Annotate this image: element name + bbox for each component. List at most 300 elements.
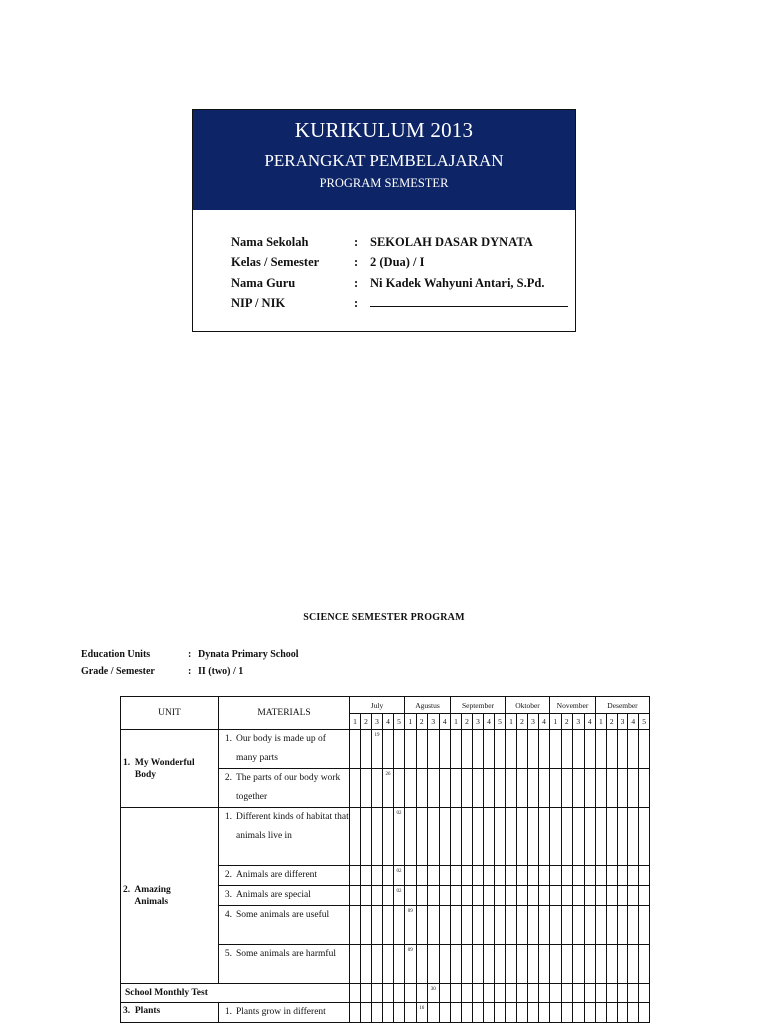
week-cell	[495, 1003, 506, 1023]
week-cell	[451, 945, 462, 984]
week-cell	[416, 945, 428, 984]
month-header: Oktober	[506, 697, 550, 714]
week-cell	[484, 808, 495, 866]
week-cell	[350, 866, 361, 886]
week-cell	[451, 906, 462, 945]
week-cell	[495, 808, 506, 866]
week-cell	[506, 945, 517, 984]
info-value: Ni Kadek Wahyuni Antari, S.Pd.	[370, 275, 545, 290]
info-colon: :	[354, 234, 359, 249]
week-cell	[539, 886, 550, 906]
meta-row-education-units	[81, 646, 299, 663]
week-cell	[416, 886, 428, 906]
week-cell	[617, 886, 628, 906]
week-cell	[361, 1003, 372, 1023]
program-title: SCIENCE SEMESTER PROGRAM	[303, 612, 465, 623]
material-number: 5.	[224, 949, 232, 959]
week-cell	[550, 808, 562, 866]
week-cell	[561, 769, 573, 808]
week-cell	[596, 886, 607, 906]
week-cell	[561, 886, 573, 906]
week-cell	[596, 1003, 607, 1023]
week-cell	[473, 886, 484, 906]
week-cell	[372, 984, 383, 1003]
week-header: 2	[561, 714, 573, 730]
material-cell	[219, 1003, 350, 1023]
week-cell	[606, 984, 617, 1003]
info-colon: :	[354, 255, 359, 270]
unit-name: 2. Amazing Animals	[121, 808, 219, 984]
week-cell	[606, 886, 617, 906]
week-cell	[561, 984, 573, 1003]
week-cell	[550, 906, 562, 945]
week-cell	[405, 769, 417, 808]
week-cell	[361, 730, 372, 769]
week-cell	[517, 886, 528, 906]
month-header: July	[350, 697, 405, 714]
info-label: Nama Sekolah	[231, 234, 309, 249]
week-cell	[573, 769, 585, 808]
material-cell	[219, 866, 350, 886]
week-cell	[506, 886, 517, 906]
week-cell	[372, 769, 383, 808]
week-cell	[517, 866, 528, 886]
scheduled-date: 09	[407, 948, 413, 953]
week-cell	[495, 769, 506, 808]
week-cell	[495, 886, 506, 906]
week-cell	[372, 886, 383, 906]
week-cell	[528, 769, 539, 808]
week-cell	[451, 730, 462, 769]
material-number: 2.	[224, 870, 232, 880]
week-cell	[550, 886, 562, 906]
week-cell	[428, 808, 440, 866]
week-cell	[506, 866, 517, 886]
week-cell	[350, 808, 361, 866]
week-cell	[528, 886, 539, 906]
week-cell	[573, 945, 585, 984]
week-cell	[528, 730, 539, 769]
cover-info	[231, 232, 568, 314]
material-number: 1.	[224, 812, 232, 822]
week-cell	[451, 1003, 462, 1023]
week-cell	[383, 1003, 394, 1023]
week-cell	[550, 1003, 562, 1023]
meta-label: Education Units	[81, 649, 151, 660]
week-header: 4	[439, 714, 451, 730]
week-cell	[606, 906, 617, 945]
week-cell	[517, 984, 528, 1003]
table-row	[121, 1003, 650, 1023]
week-cell	[405, 886, 417, 906]
week-cell	[439, 906, 451, 945]
week-cell	[361, 886, 372, 906]
material-text: The parts of our body work together	[236, 773, 341, 802]
material-number: 1.	[224, 734, 232, 744]
week-header: 3	[372, 714, 383, 730]
week-cell	[462, 808, 473, 866]
week-cell	[550, 769, 562, 808]
info-label: Nama Guru	[231, 275, 296, 290]
week-cell	[506, 1003, 517, 1023]
week-cell	[584, 730, 596, 769]
week-cell	[383, 886, 394, 906]
week-cell	[506, 906, 517, 945]
week-cell	[462, 730, 473, 769]
scheduled-week-cell	[428, 984, 440, 1003]
week-cell	[394, 906, 405, 945]
week-cell	[639, 886, 650, 906]
info-label: Kelas / Semester	[231, 255, 320, 270]
week-cell	[383, 906, 394, 945]
week-cell	[617, 945, 628, 984]
week-header: 5	[394, 714, 405, 730]
week-cell	[573, 984, 585, 1003]
week-cell	[416, 769, 428, 808]
material-item	[219, 945, 349, 964]
week-header: 1	[596, 714, 607, 730]
week-cell	[617, 1003, 628, 1023]
meta-value: Dynata Primary School	[198, 649, 299, 660]
week-cell	[561, 866, 573, 886]
week-header: 1	[350, 714, 361, 730]
material-text: Different kinds of habitat that animals live in	[236, 812, 349, 841]
week-cell	[428, 769, 440, 808]
semester-schedule-table	[120, 696, 650, 1023]
week-cell	[439, 769, 451, 808]
week-cell	[606, 808, 617, 866]
week-cell	[394, 984, 405, 1003]
week-cell	[484, 769, 495, 808]
week-cell	[596, 906, 607, 945]
week-header: 4	[484, 714, 495, 730]
unit-name: 3. Plants	[121, 1003, 219, 1023]
week-cell	[561, 1003, 573, 1023]
week-cell	[439, 945, 451, 984]
material-cell	[219, 808, 350, 866]
week-cell	[617, 866, 628, 886]
scheduled-date: 30	[430, 987, 436, 992]
week-cell	[416, 866, 428, 886]
unit-name: 1. My Wonderful Body	[121, 730, 219, 808]
week-cell	[462, 945, 473, 984]
week-cell	[596, 866, 607, 886]
week-header: 2	[361, 714, 372, 730]
material-text: Plants grow in different	[236, 1007, 326, 1017]
cover-subtitle: PERANGKAT PEMBELAJARAN	[264, 151, 504, 170]
week-cell	[428, 945, 440, 984]
meta-value: II (two) / 1	[198, 666, 244, 677]
meta-label: Grade / Semester	[81, 666, 155, 677]
week-cell	[639, 984, 650, 1003]
week-cell	[506, 808, 517, 866]
week-cell	[550, 945, 562, 984]
week-cell	[462, 984, 473, 1003]
week-cell	[484, 730, 495, 769]
meta-colon: :	[188, 649, 192, 660]
scheduled-date: 26	[385, 772, 391, 777]
week-cell	[495, 945, 506, 984]
week-cell	[596, 730, 607, 769]
week-cell	[539, 906, 550, 945]
week-cell	[539, 730, 550, 769]
info-colon: :	[354, 275, 359, 290]
material-number: 3.	[224, 890, 232, 900]
week-cell	[383, 945, 394, 984]
week-cell	[517, 945, 528, 984]
info-row-teacher	[231, 273, 568, 294]
week-cell	[462, 906, 473, 945]
week-cell	[628, 945, 639, 984]
material-text: Some animals are useful	[236, 910, 330, 920]
week-cell	[528, 906, 539, 945]
week-cell	[462, 1003, 473, 1023]
week-header: 2	[517, 714, 528, 730]
material-item	[219, 1003, 349, 1022]
cover-box	[192, 109, 576, 332]
week-cell	[628, 730, 639, 769]
week-cell	[350, 1003, 361, 1023]
week-cell	[473, 1003, 484, 1023]
week-cell	[539, 866, 550, 886]
cover-header	[193, 110, 575, 210]
meta-row-grade	[81, 663, 299, 680]
week-cell	[639, 945, 650, 984]
week-cell	[561, 945, 573, 984]
week-cell	[451, 886, 462, 906]
scheduled-date: 16	[419, 1006, 425, 1011]
scheduled-week-cell	[394, 886, 405, 906]
week-cell	[473, 866, 484, 886]
week-cell	[517, 769, 528, 808]
week-cell	[394, 945, 405, 984]
week-cell	[405, 808, 417, 866]
week-cell	[428, 1003, 440, 1023]
week-cell	[628, 866, 639, 886]
week-cell	[573, 730, 585, 769]
month-header: September	[451, 697, 506, 714]
week-cell	[596, 984, 607, 1003]
scheduled-week-cell	[394, 866, 405, 886]
material-text: Animals are special	[236, 890, 311, 900]
week-cell	[350, 730, 361, 769]
week-cell	[584, 1003, 596, 1023]
week-cell	[484, 866, 495, 886]
week-cell	[361, 984, 372, 1003]
week-cell	[361, 769, 372, 808]
week-cell	[628, 1003, 639, 1023]
week-cell	[405, 866, 417, 886]
material-number: 1.	[224, 1007, 232, 1017]
week-cell	[350, 945, 361, 984]
material-item	[219, 730, 349, 768]
week-cell	[372, 808, 383, 866]
week-header: 4	[539, 714, 550, 730]
material-text: Some animals are harmful	[236, 949, 336, 959]
week-cell	[372, 945, 383, 984]
week-cell	[573, 886, 585, 906]
week-cell	[596, 769, 607, 808]
week-cell	[439, 730, 451, 769]
week-cell	[416, 984, 428, 1003]
week-header: 2	[462, 714, 473, 730]
week-cell	[350, 769, 361, 808]
header-row-months	[121, 697, 650, 714]
week-cell	[416, 808, 428, 866]
week-cell	[617, 984, 628, 1003]
column-header-materials: MATERIALS	[219, 697, 350, 730]
week-header: 2	[416, 714, 428, 730]
week-cell	[573, 1003, 585, 1023]
week-cell	[484, 906, 495, 945]
week-cell	[539, 808, 550, 866]
week-cell	[506, 730, 517, 769]
week-cell	[405, 1003, 417, 1023]
week-cell	[383, 866, 394, 886]
week-cell	[573, 906, 585, 945]
week-cell	[617, 769, 628, 808]
material-number: 4.	[224, 910, 232, 920]
week-cell	[584, 886, 596, 906]
week-cell	[596, 945, 607, 984]
week-cell	[428, 866, 440, 886]
week-cell	[539, 945, 550, 984]
week-cell	[473, 769, 484, 808]
week-cell	[451, 984, 462, 1003]
week-cell	[539, 769, 550, 808]
week-cell	[528, 866, 539, 886]
week-cell	[606, 1003, 617, 1023]
week-cell	[573, 866, 585, 886]
week-cell	[561, 730, 573, 769]
week-cell	[451, 808, 462, 866]
week-cell	[561, 808, 573, 866]
week-cell	[439, 808, 451, 866]
week-cell	[473, 945, 484, 984]
week-cell	[628, 906, 639, 945]
week-header: 3	[617, 714, 628, 730]
nip-blank-line	[370, 296, 568, 311]
week-cell	[606, 730, 617, 769]
week-cell	[473, 730, 484, 769]
week-cell	[528, 1003, 539, 1023]
week-cell	[439, 886, 451, 906]
cover-subtitle-2: PROGRAM SEMESTER	[319, 176, 449, 190]
week-cell	[451, 769, 462, 808]
info-label: NIP / NIK	[231, 296, 286, 311]
week-cell	[528, 945, 539, 984]
material-cell	[219, 945, 350, 984]
week-cell	[462, 866, 473, 886]
week-cell	[584, 808, 596, 866]
material-text: Animals are different	[236, 870, 318, 880]
column-header-unit: UNIT	[121, 697, 219, 730]
week-cell	[473, 906, 484, 945]
week-cell	[439, 866, 451, 886]
week-cell	[350, 886, 361, 906]
week-cell	[372, 906, 383, 945]
week-cell	[361, 906, 372, 945]
week-header: 4	[383, 714, 394, 730]
month-header: November	[550, 697, 596, 714]
week-header: 3	[528, 714, 539, 730]
scheduled-week-cell	[405, 945, 417, 984]
week-cell	[439, 984, 451, 1003]
week-cell	[506, 769, 517, 808]
week-cell	[484, 1003, 495, 1023]
week-cell	[639, 808, 650, 866]
week-cell	[416, 906, 428, 945]
scheduled-date: 02	[396, 811, 402, 816]
week-cell	[517, 1003, 528, 1023]
week-header: 1	[550, 714, 562, 730]
week-cell	[528, 984, 539, 1003]
scheduled-week-cell	[372, 730, 383, 769]
material-text: Our body is made up of many parts	[236, 734, 326, 763]
week-cell	[639, 769, 650, 808]
week-header: 5	[495, 714, 506, 730]
week-cell	[550, 730, 562, 769]
material-cell	[219, 769, 350, 808]
week-cell	[361, 945, 372, 984]
week-cell	[428, 906, 440, 945]
week-cell	[361, 808, 372, 866]
week-cell	[495, 730, 506, 769]
week-cell	[584, 769, 596, 808]
week-cell	[584, 945, 596, 984]
week-header: 1	[506, 714, 517, 730]
week-cell	[473, 808, 484, 866]
material-number: 2.	[224, 773, 232, 783]
week-cell	[639, 1003, 650, 1023]
week-cell	[539, 984, 550, 1003]
week-cell	[617, 808, 628, 866]
week-cell	[628, 808, 639, 866]
week-cell	[550, 984, 562, 1003]
week-cell	[394, 769, 405, 808]
week-cell	[606, 945, 617, 984]
week-cell	[517, 906, 528, 945]
week-cell	[561, 906, 573, 945]
material-cell	[219, 906, 350, 945]
week-cell	[462, 886, 473, 906]
scheduled-week-cell	[416, 1003, 428, 1023]
week-cell	[484, 945, 495, 984]
week-cell	[361, 866, 372, 886]
week-cell	[439, 1003, 451, 1023]
month-header: Agustus	[405, 697, 451, 714]
week-cell	[584, 866, 596, 886]
week-cell	[584, 984, 596, 1003]
week-cell	[495, 866, 506, 886]
week-header: 5	[639, 714, 650, 730]
scheduled-date: 09	[407, 909, 413, 914]
info-row-nip	[231, 294, 568, 315]
week-cell	[539, 1003, 550, 1023]
week-cell	[617, 906, 628, 945]
week-cell	[639, 866, 650, 886]
scheduled-date: 19	[374, 733, 380, 738]
scheduled-week-cell	[405, 906, 417, 945]
week-cell	[573, 808, 585, 866]
week-cell	[372, 866, 383, 886]
monthly-test-row	[121, 984, 650, 1003]
week-header: 3	[473, 714, 484, 730]
week-cell	[428, 886, 440, 906]
week-cell	[639, 730, 650, 769]
week-cell	[484, 886, 495, 906]
meta-colon: :	[188, 666, 192, 677]
